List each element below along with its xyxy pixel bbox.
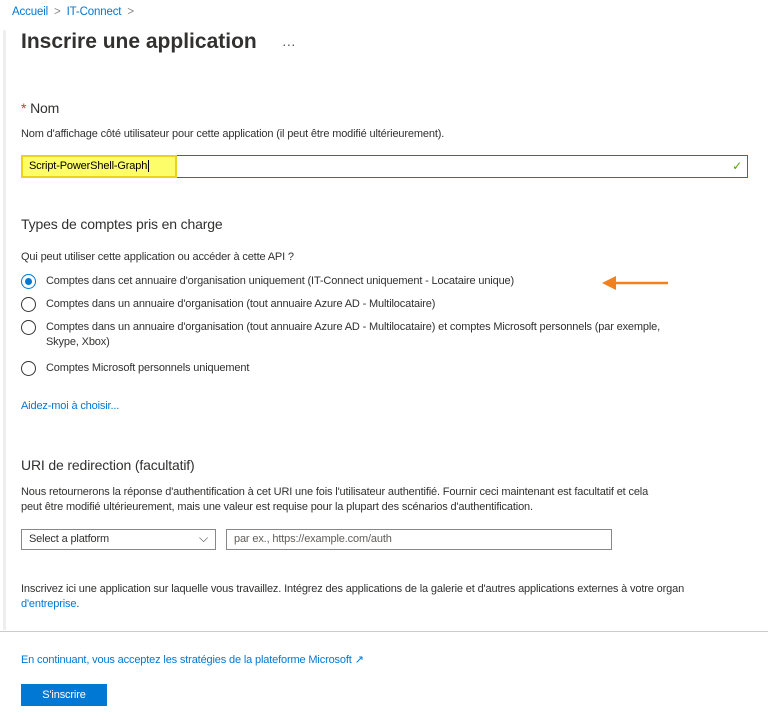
name-label-text: Nom <box>30 100 60 116</box>
radio-label: Comptes dans un annuaire d'organisation (tout annuaire Azure AD - Multilocataire) <box>46 298 436 310</box>
radio-multi-tenant-personal[interactable] <box>21 320 660 350</box>
radio-selected-icon <box>21 274 36 289</box>
radio-icon <box>21 361 36 376</box>
left-border <box>3 30 6 630</box>
radio-multi-tenant[interactable] <box>21 297 435 312</box>
account-types-heading: Types de comptes pris en charge <box>21 216 223 232</box>
redirect-uri-placeholder: par ex., https://example.com/auth <box>234 533 392 545</box>
radio-label: Comptes Microsoft personnels uniquement <box>46 362 250 374</box>
breadcrumb <box>12 6 140 18</box>
redirect-uri-input[interactable] <box>226 529 612 550</box>
enterprise-apps-link[interactable]: d'entreprise <box>21 598 77 610</box>
redirect-description-2: peut être modifié ultérieurement, mais une valeur est requise pour la plupart des scénarios d'authentification. <box>21 501 533 513</box>
help-choose-link[interactable]: Aidez-moi à choisir... <box>21 400 120 412</box>
period: . <box>76 598 80 610</box>
name-description: Nom d'affichage côté utilisateur pour cette application (il peut être modifié ultérieurement). <box>21 128 445 140</box>
radio-label: Comptes dans un annuaire d'organisation (tout annuaire Azure AD - Multilocataire) et comptes Microsoft personnels (par exemple, <box>46 321 661 333</box>
more-options-button[interactable]: ··· <box>282 36 296 52</box>
info-text: Inscrivez ici une application sur laquelle vous travaillez. Intégrez des applications de la galerie et d'autres applications externes à votre organ <box>21 583 685 595</box>
page-title: Inscrire une application <box>21 30 257 53</box>
breadcrumb-it-connect[interactable]: IT-Connect <box>66 6 122 18</box>
account-types-question: Qui peut utiliser cette application ou accéder à cette API ? <box>21 251 294 263</box>
divider <box>0 631 768 632</box>
chevron-down-icon: ⌵ <box>199 531 208 545</box>
orange-arrow-icon <box>600 275 670 291</box>
chevron-right-icon: > <box>54 6 61 18</box>
radio-label: Comptes dans cet annuaire d'organisation uniquement (IT-Connect uniquement - Locataire unique) <box>46 275 515 287</box>
info-line-2 <box>21 598 79 610</box>
platform-select-value: Select a platform <box>29 533 109 545</box>
name-input[interactable] <box>21 155 748 178</box>
check-icon: ✓ <box>732 159 742 173</box>
external-link-icon: ↗ <box>354 654 364 666</box>
redirect-description: Nous retournerons la réponse d'authentification à cet URI une fois l'utilisateur authentifié. Fournir ceci maintenant est facultatif et cela <box>21 486 649 498</box>
chevron-right-icon: > <box>127 6 134 18</box>
name-value: Script-PowerShell-Graph <box>29 160 148 172</box>
policy-link-text: En continuant, vous acceptez les stratégies de la plateforme Microsoft <box>21 654 352 666</box>
breadcrumb-home[interactable]: Accueil <box>12 6 49 18</box>
required-marker: * <box>21 100 27 116</box>
redirect-heading: URI de redirection (facultatif) <box>21 457 195 473</box>
radio-personal-only[interactable] <box>21 361 249 376</box>
radio-icon <box>21 320 36 335</box>
radio-icon <box>21 297 36 312</box>
register-button[interactable]: S'inscrire <box>21 684 107 706</box>
radio-single-tenant[interactable] <box>21 274 514 289</box>
radio-label-cont: Skype, Xbox) <box>46 336 110 348</box>
name-label <box>21 100 59 116</box>
platform-policy-link[interactable] <box>21 653 364 666</box>
highlight-box <box>21 155 177 178</box>
platform-select[interactable] <box>21 529 216 550</box>
